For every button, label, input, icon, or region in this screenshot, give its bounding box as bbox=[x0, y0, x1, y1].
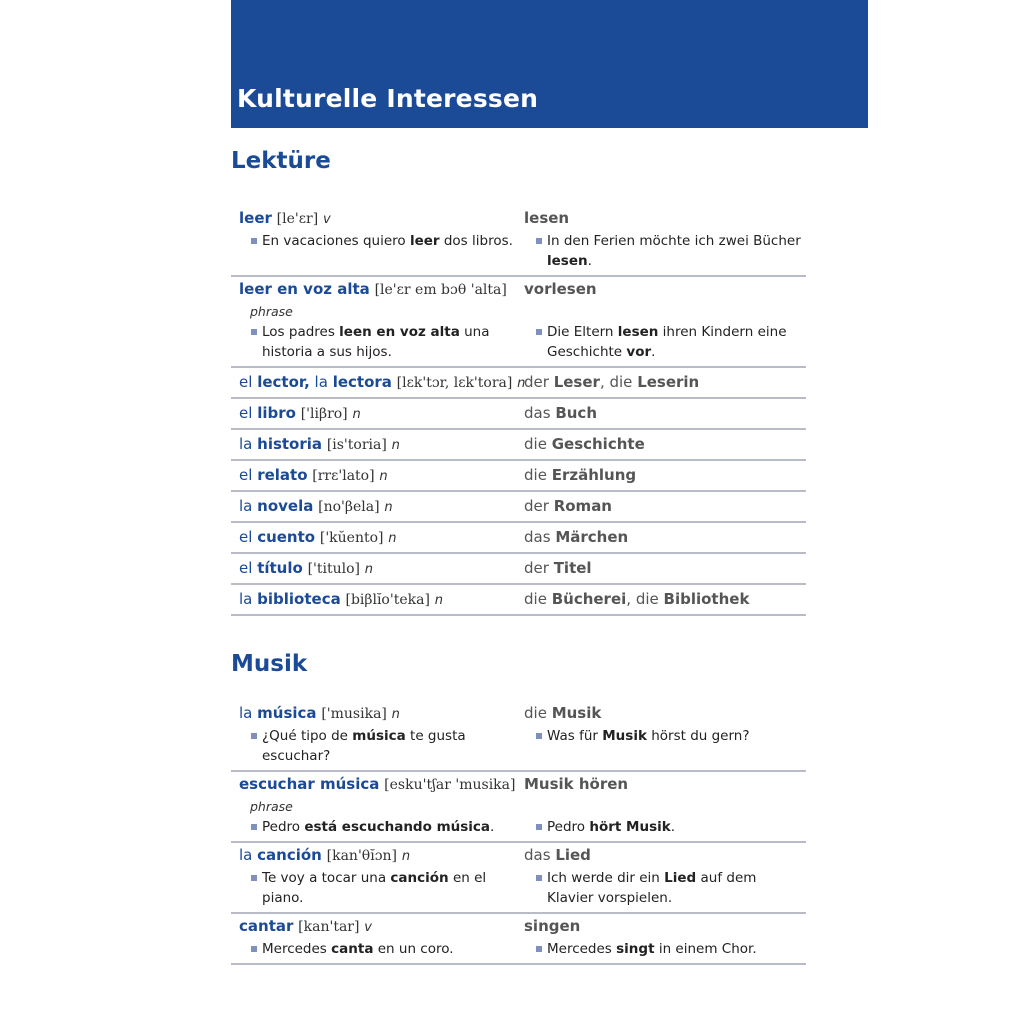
german-headword: Geschichte bbox=[551, 435, 645, 453]
phonetic-transcription: [kan'θĭɔn] bbox=[326, 848, 398, 864]
example-text: auf dem Klavier vorspielen. bbox=[547, 870, 757, 906]
phonetic-transcription: ['titulo] bbox=[307, 561, 361, 577]
spanish-headword: canción bbox=[257, 846, 322, 864]
spanish-article: la bbox=[239, 590, 253, 608]
vocab-table-musik bbox=[231, 701, 806, 965]
vocab-row bbox=[231, 554, 806, 585]
vocab-row bbox=[231, 368, 806, 399]
phonetic-transcription: [biβlĭo'teka] bbox=[345, 592, 430, 608]
spanish-headword: historia bbox=[257, 435, 323, 453]
phonetic-transcription: [le'ɛr] bbox=[276, 211, 319, 227]
german-headword: lesen bbox=[524, 209, 570, 227]
vocab-row bbox=[231, 461, 806, 492]
german-headword-line bbox=[524, 772, 806, 797]
example-text: Los padres bbox=[262, 324, 340, 340]
spanish-headword: cantar bbox=[239, 917, 294, 935]
german-article: die bbox=[524, 435, 547, 453]
example-text: Lied bbox=[664, 870, 697, 886]
german-headword-line bbox=[524, 401, 806, 426]
spanish-article: la bbox=[239, 497, 253, 515]
example-text: In den Ferien möchte ich zwei Bücher bbox=[547, 233, 801, 249]
example-text: Mercedes bbox=[262, 941, 332, 957]
spanish-column bbox=[231, 556, 524, 581]
german-column bbox=[524, 587, 806, 612]
german-headword: Buch bbox=[555, 404, 597, 422]
german-headword-line bbox=[524, 701, 806, 726]
spanish-headword: leer en voz alta bbox=[239, 280, 370, 298]
german-headword: Titel bbox=[553, 559, 592, 577]
german-column bbox=[524, 206, 806, 271]
spanish-headword: relato bbox=[257, 466, 308, 484]
german-article: das bbox=[524, 404, 551, 422]
part-of-speech: n bbox=[388, 531, 397, 546]
example-text: Mercedes bbox=[547, 941, 617, 957]
german-headword: Bibliothek bbox=[663, 590, 750, 608]
spanish-example bbox=[239, 322, 524, 362]
phrase-spacer bbox=[524, 797, 806, 817]
spanish-headword-line bbox=[239, 914, 524, 939]
example-text: está escuchando música bbox=[304, 819, 491, 835]
example-text: canción bbox=[390, 870, 449, 886]
spanish-headword: escuchar música bbox=[239, 775, 380, 793]
example-text: Pedro bbox=[547, 819, 590, 835]
german-headword: Bücherei bbox=[551, 590, 627, 608]
phonetic-transcription: [esku'tʃar 'musika] bbox=[384, 777, 516, 793]
phonetic-transcription: ['musika] bbox=[321, 706, 387, 722]
vocab-row bbox=[231, 914, 806, 965]
german-headword: Erzählung bbox=[551, 466, 637, 484]
section-title-musik: Musik bbox=[231, 651, 308, 677]
german-headword: Roman bbox=[553, 497, 612, 515]
vocab-row bbox=[231, 492, 806, 523]
german-column bbox=[524, 772, 806, 837]
spanish-article: el bbox=[239, 404, 253, 422]
spanish-article: la bbox=[314, 373, 328, 391]
spanish-headword-line bbox=[239, 277, 524, 302]
example-text: música bbox=[352, 728, 406, 744]
german-column bbox=[524, 277, 806, 362]
spanish-column bbox=[231, 206, 524, 271]
example-text: lesen bbox=[617, 324, 659, 340]
spanish-headword-line bbox=[239, 494, 524, 519]
german-column bbox=[524, 494, 806, 519]
example-text: . bbox=[651, 344, 656, 360]
german-column bbox=[524, 843, 806, 908]
bullet-icon bbox=[536, 875, 542, 881]
example-text: En vacaciones quiero bbox=[262, 233, 410, 249]
part-of-speech: n bbox=[434, 593, 443, 608]
german-article: die bbox=[524, 704, 547, 722]
german-headword: Leserin bbox=[637, 373, 700, 391]
spanish-headword: título bbox=[257, 559, 303, 577]
phonetic-transcription: ['kŭento] bbox=[319, 530, 384, 546]
spanish-headword-line bbox=[239, 843, 524, 868]
spanish-column bbox=[231, 432, 524, 457]
spanish-column bbox=[231, 843, 524, 908]
vocab-row bbox=[231, 701, 806, 772]
vocab-row bbox=[231, 772, 806, 843]
bullet-icon bbox=[536, 733, 542, 739]
spanish-headword: lectora bbox=[332, 373, 392, 391]
part-of-speech: n bbox=[401, 849, 411, 864]
spanish-headword: biblioteca bbox=[257, 590, 341, 608]
vocab-row bbox=[231, 430, 806, 461]
spanish-column bbox=[231, 587, 524, 612]
example-text: en un coro. bbox=[373, 941, 454, 957]
german-column bbox=[524, 914, 806, 959]
example-text: . bbox=[587, 253, 592, 269]
bullet-icon bbox=[251, 238, 257, 244]
spanish-example bbox=[239, 231, 524, 251]
german-article: der bbox=[524, 497, 549, 515]
bullet-icon bbox=[251, 329, 257, 335]
example-text: ¿Qué tipo de bbox=[262, 728, 353, 744]
german-separator: , die bbox=[626, 590, 659, 608]
spanish-article: el bbox=[239, 528, 253, 546]
example-text: te gusta escuchar? bbox=[262, 728, 466, 764]
german-headword: Musik bbox=[551, 704, 602, 722]
bullet-icon bbox=[536, 238, 542, 244]
german-headword: vorlesen bbox=[524, 280, 597, 298]
spanish-headword: leer bbox=[239, 209, 272, 227]
spanish-headword: música bbox=[257, 704, 317, 722]
example-text: vor bbox=[626, 344, 652, 360]
example-text: Musik bbox=[602, 728, 647, 744]
example-text: leer bbox=[409, 233, 440, 249]
german-column bbox=[524, 525, 806, 550]
spanish-column bbox=[231, 401, 524, 426]
example-text: Ich werde dir ein bbox=[547, 870, 665, 886]
vocab-row bbox=[231, 843, 806, 914]
spanish-headword: cuento bbox=[257, 528, 316, 546]
german-column bbox=[524, 401, 806, 426]
spanish-example bbox=[239, 817, 524, 837]
german-headword: Leser bbox=[553, 373, 600, 391]
german-article: der bbox=[524, 373, 549, 391]
bullet-icon bbox=[251, 946, 257, 952]
example-text: singt bbox=[616, 941, 655, 957]
german-headword-line bbox=[524, 277, 806, 302]
spanish-example bbox=[239, 868, 524, 908]
part-of-speech: v bbox=[364, 920, 372, 935]
spanish-headword-line bbox=[239, 772, 524, 797]
example-text: in einem Chor. bbox=[654, 941, 757, 957]
bullet-icon bbox=[251, 733, 257, 739]
bullet-icon bbox=[536, 329, 542, 335]
german-article: das bbox=[524, 846, 551, 864]
german-article: das bbox=[524, 528, 551, 546]
part-of-speech: n bbox=[391, 707, 400, 722]
spanish-column bbox=[231, 772, 524, 837]
spanish-article: la bbox=[239, 435, 253, 453]
vocab-row bbox=[231, 206, 806, 277]
spanish-headword: lector, bbox=[257, 373, 310, 391]
phonetic-transcription: [rrɛ'lato] bbox=[312, 468, 375, 484]
german-article: die bbox=[524, 590, 547, 608]
german-article: die bbox=[524, 466, 547, 484]
example-text: en el piano. bbox=[262, 870, 487, 906]
spanish-headword-line bbox=[239, 587, 524, 612]
spanish-column bbox=[231, 370, 524, 395]
german-example bbox=[524, 868, 806, 908]
german-article: der bbox=[524, 559, 549, 577]
spanish-article: el bbox=[239, 559, 253, 577]
german-headword: singen bbox=[524, 917, 581, 935]
example-text: hört Musik bbox=[589, 819, 671, 835]
spanish-article: la bbox=[239, 704, 253, 722]
spanish-example bbox=[239, 939, 524, 959]
german-headword: Lied bbox=[555, 846, 591, 864]
german-headword-line bbox=[524, 494, 806, 519]
example-text: Die Eltern bbox=[547, 324, 618, 340]
german-example bbox=[524, 231, 806, 271]
german-column bbox=[524, 463, 806, 488]
bullet-icon bbox=[251, 824, 257, 830]
vocab-row bbox=[231, 523, 806, 554]
example-text: Was für bbox=[547, 728, 603, 744]
phonetic-transcription: [no'βela] bbox=[318, 499, 380, 515]
spanish-example bbox=[239, 726, 524, 766]
german-headword-line bbox=[524, 843, 806, 868]
german-headword-line bbox=[524, 206, 806, 231]
german-separator: , die bbox=[599, 373, 633, 391]
german-column bbox=[524, 556, 806, 581]
phrase-label: phrase bbox=[250, 304, 293, 319]
spanish-headword-line bbox=[239, 206, 524, 231]
phrase-spacer bbox=[524, 302, 806, 322]
spanish-headword-line bbox=[239, 701, 524, 726]
german-column bbox=[524, 370, 806, 395]
spanish-column bbox=[231, 914, 524, 959]
example-text: lesen bbox=[547, 253, 588, 269]
example-text: una historia a sus hijos. bbox=[262, 324, 490, 360]
phonetic-transcription: ['liβro] bbox=[300, 406, 348, 422]
part-of-speech: n bbox=[384, 500, 393, 515]
phrase-label: phrase bbox=[250, 799, 293, 814]
german-column bbox=[524, 701, 806, 766]
german-headword-line bbox=[524, 556, 806, 581]
spanish-headword-line bbox=[239, 401, 524, 426]
phonetic-transcription: [le'ɛr em bɔθ 'alta] bbox=[374, 282, 507, 298]
spanish-headword: libro bbox=[257, 404, 296, 422]
german-headword: Märchen bbox=[555, 528, 629, 546]
german-example bbox=[524, 726, 806, 746]
spanish-headword-line bbox=[239, 432, 524, 457]
spanish-article: el bbox=[239, 373, 253, 391]
german-headword-line bbox=[524, 587, 806, 612]
example-text: dos libros. bbox=[439, 233, 513, 249]
german-headword-line bbox=[524, 525, 806, 550]
example-text: ihren Kindern eine Geschichte bbox=[547, 324, 787, 360]
section-title-lektuere: Lektüre bbox=[231, 148, 331, 174]
vocab-table-lektuere bbox=[231, 206, 806, 616]
part-of-speech: n bbox=[352, 407, 361, 422]
german-example bbox=[524, 939, 806, 959]
part-of-speech: n bbox=[391, 438, 400, 453]
spanish-headword: novela bbox=[257, 497, 314, 515]
part-of-speech: n bbox=[517, 376, 526, 391]
spanish-column bbox=[231, 701, 524, 766]
spanish-column bbox=[231, 463, 524, 488]
spanish-headword-line bbox=[239, 556, 524, 581]
german-headword: Musik hören bbox=[524, 775, 629, 793]
part-of-speech: n bbox=[364, 562, 374, 577]
part-of-speech: v bbox=[322, 212, 331, 227]
example-text: leen en voz alta bbox=[339, 324, 460, 340]
german-headword-line bbox=[524, 914, 806, 939]
spanish-column bbox=[231, 277, 524, 362]
spanish-headword-line bbox=[239, 463, 524, 488]
example-text: canta bbox=[331, 941, 374, 957]
example-text: Pedro bbox=[262, 819, 305, 835]
german-headword-line bbox=[524, 370, 806, 395]
vocab-row bbox=[231, 399, 806, 430]
example-text: hörst du gern? bbox=[646, 728, 750, 744]
vocab-row bbox=[231, 585, 806, 616]
phonetic-transcription: [lɛk'tɔr, lɛk'tora] bbox=[396, 375, 513, 391]
part-of-speech: n bbox=[379, 469, 388, 484]
bullet-icon bbox=[536, 946, 542, 952]
spanish-column bbox=[231, 494, 524, 519]
phonetic-transcription: [kan'tar] bbox=[298, 919, 360, 935]
spanish-column bbox=[231, 525, 524, 550]
spanish-article: la bbox=[239, 846, 253, 864]
chapter-banner bbox=[231, 0, 868, 128]
chapter-title: Kulturelle Interessen bbox=[237, 84, 539, 113]
spanish-headword-line bbox=[239, 370, 524, 395]
german-example bbox=[524, 817, 806, 837]
spanish-article: el bbox=[239, 466, 253, 484]
german-column bbox=[524, 432, 806, 457]
german-headword-line bbox=[524, 432, 806, 457]
phonetic-transcription: [is'toria] bbox=[326, 437, 387, 453]
example-text: . bbox=[670, 819, 676, 835]
spanish-headword-line bbox=[239, 525, 524, 550]
bullet-icon bbox=[536, 824, 542, 830]
vocab-row bbox=[231, 277, 806, 368]
bullet-icon bbox=[251, 875, 257, 881]
german-headword-line bbox=[524, 463, 806, 488]
example-text: . bbox=[490, 819, 495, 835]
example-text: Te voy a tocar una bbox=[262, 870, 391, 886]
german-example bbox=[524, 322, 806, 362]
